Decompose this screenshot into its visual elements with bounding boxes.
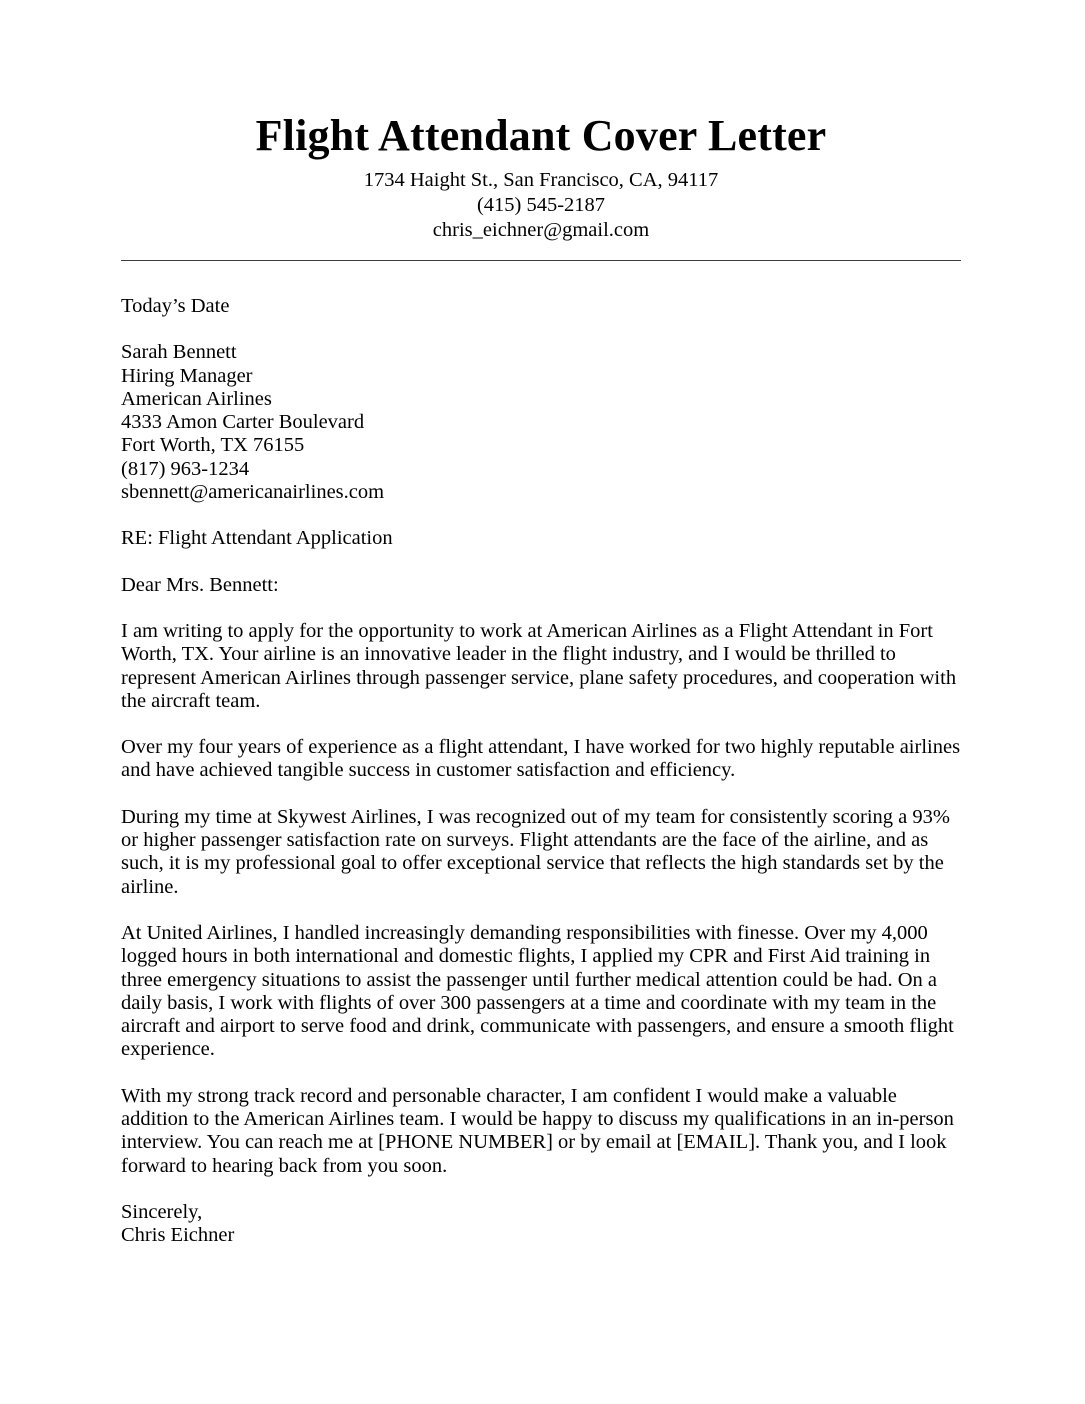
header-divider xyxy=(121,260,961,261)
letter-body xyxy=(121,295,961,1248)
sender-address: 1734 Haight St., San Francisco, CA, 94117 xyxy=(363,169,719,191)
date-block xyxy=(121,295,961,318)
letterhead xyxy=(121,0,961,261)
body-paragraph-1: I am writing to apply for the opportunity to work at American Airlines as a Flight Attendant in Fort Worth, TX. Your airline is an innovative leader in the flight industry, and I would be thrilled to represent American Airlines through passenger service, plane safety procedures, and cooperation with the aircraft team. xyxy=(121,619,957,712)
recipient-job-title: Hiring Manager xyxy=(121,364,253,387)
recipient-block xyxy=(121,341,961,504)
letter-content xyxy=(121,0,961,1271)
sender-email: chris_eichner@gmail.com xyxy=(432,219,650,241)
recipient-company: American Airlines xyxy=(121,387,272,410)
recipient-phone: (817) 963-1234 xyxy=(121,457,250,480)
body-paragraph-2: Over my four years of experience as a flight attendant, I have worked for two highly reputable airlines and have achieved tangible success in customer satisfaction and efficiency. xyxy=(121,736,961,782)
recipient-email: sbennett@americanairlines.com xyxy=(121,481,385,504)
body-paragraph-4: At United Airlines, I handled increasingly demanding responsibilities with finesse. Over my 4,000 logged hours in both international and domestic flights, I applied my CPR and First Aid training in three emergency situations to assist the passenger until further medical attention could be had. On a daily basis, I work with flights of over 300 passengers at a time and coordinate with my team in the aircraft and airport to serve food and drink, communicate with passengers, and ensure a smooth flight experience. xyxy=(121,921,954,1061)
closing-salutation: Sincerely, xyxy=(121,1200,203,1223)
recipient-city-state-zip: Fort Worth, TX 76155 xyxy=(121,434,305,457)
sender-phone: (415) 545-2187 xyxy=(476,194,606,216)
signature-name: Chris Eichner xyxy=(121,1224,235,1247)
recipient-name: Sarah Bennett xyxy=(121,341,237,364)
body-paragraph-5: With my strong track record and personable character, I am confident I would make a valuable addition to the American Airlines team. I would be happy to discuss my qualifications in an in-person interview. You can reach me at [PHONE NUMBER] or by email at [EMAIL]. Thank you, and I look forward to hearing back from you soon. xyxy=(121,1084,954,1177)
body-paragraph-3: During my time at Skywest Airlines, I was recognized out of my team for consistently scoring a 93% or higher passenger satisfaction rate on surveys. Flight attendants are the face of the airline, and as such, it is my professional goal to offer exceptional service that reflects the high standards set by the airline. xyxy=(121,805,950,898)
recipient-street: 4333 Amon Carter Boulevard xyxy=(121,411,365,434)
page-title: Flight Attendant Cover Letter xyxy=(255,111,827,160)
letter-date: Today’s Date xyxy=(121,295,230,317)
subject-line: RE: Flight Attendant Application xyxy=(121,527,393,550)
salutation: Dear Mrs. Bennett: xyxy=(121,573,279,596)
signature-block xyxy=(121,1201,961,1248)
